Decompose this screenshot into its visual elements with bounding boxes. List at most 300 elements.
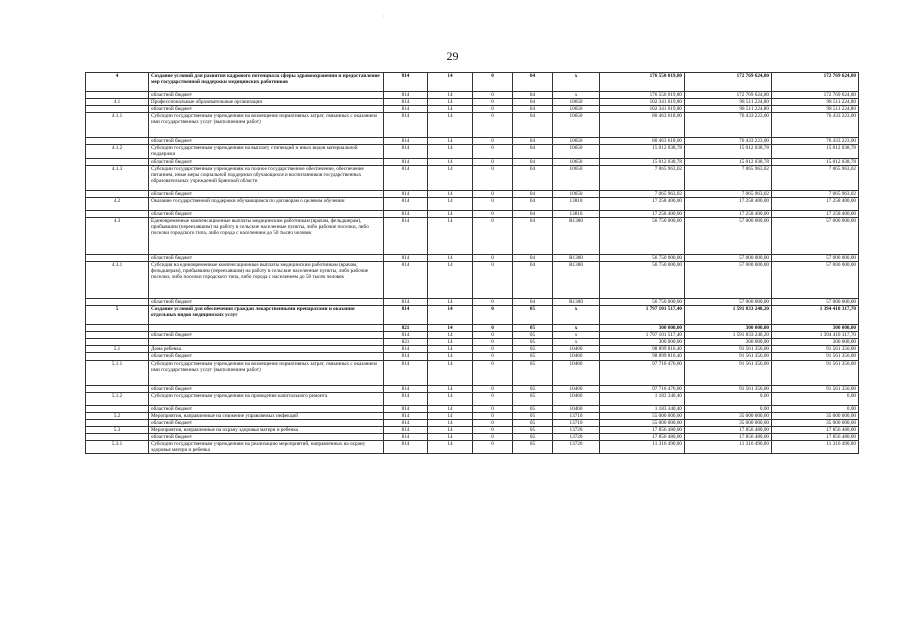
table-row: [86, 385, 859, 392]
table-row: [86, 113, 859, 138]
code-event: 05: [513, 346, 553, 353]
amount-year-1: 98 899 816,40: [600, 353, 685, 360]
row-name: Создание условий для развития кадрового потенциала сферы здравоохранения и предоставление мер государственной поддержки медицинских работников: [149, 73, 384, 92]
row-name: областной бюджет: [149, 298, 384, 305]
code-direction: 13720: [553, 433, 600, 440]
code-subprogram: 0: [473, 261, 513, 298]
row-name: областной бюджет: [149, 106, 384, 113]
row-number: 4.1: [86, 99, 149, 106]
amount-year-3: 35 000 000,00: [772, 412, 859, 419]
amount-year-1: 1 797 101 517,40: [600, 306, 685, 325]
code-direction: x: [553, 339, 600, 346]
code-subprogram: 0: [473, 113, 513, 138]
code-program: 14: [428, 298, 473, 305]
amount-year-2: 35 000 000,00: [685, 412, 772, 419]
code-event: 04: [513, 92, 553, 99]
code-direction: 10650: [553, 113, 600, 138]
amount-year-3: 1 394 410 317,70: [772, 306, 859, 325]
code-subprogram: 0: [473, 412, 513, 419]
code-event: 05: [513, 339, 553, 346]
code-direction: x: [553, 325, 600, 332]
amount-year-3: 57 000 000,00: [772, 254, 859, 261]
table-row: [86, 405, 859, 412]
amount-year-2: 57 000 000,00: [685, 217, 772, 254]
code-direction: 10650: [553, 106, 600, 113]
table-row: [86, 210, 859, 217]
code-subprogram: 0: [473, 145, 513, 158]
code-admin: 814: [384, 145, 428, 158]
code-subprogram: 0: [473, 254, 513, 261]
code-admin: 814: [384, 360, 428, 385]
code-program: 14: [428, 419, 473, 426]
table-row: [86, 165, 859, 190]
amount-year-3: 91 561 356,00: [772, 346, 859, 353]
row-number: [86, 254, 149, 261]
row-number: [86, 419, 149, 426]
amount-year-3: 76 433 223,00: [772, 113, 859, 138]
code-subprogram: 0: [473, 433, 513, 440]
code-event: 04: [513, 106, 553, 113]
amount-year-1: 80 463 618,00: [600, 113, 685, 138]
amount-year-3: 0,00: [772, 405, 859, 412]
table-row: [86, 353, 859, 360]
code-event: 05: [513, 405, 553, 412]
amount-year-2: 57 000 000,00: [685, 254, 772, 261]
row-name: Оказание государственной поддержки обучающимся по договорам о целевом обучении: [149, 197, 384, 210]
code-admin: 814: [384, 298, 428, 305]
code-subprogram: 0: [473, 332, 513, 339]
code-program: 14: [428, 210, 473, 217]
code-admin: 814: [384, 217, 428, 254]
code-admin: 814: [384, 412, 428, 419]
code-subprogram: 0: [473, 325, 513, 332]
code-direction: 10460: [553, 353, 600, 360]
table-row: [86, 145, 859, 158]
table-row: [86, 158, 859, 165]
amount-year-2: 91 561 356,00: [685, 353, 772, 360]
code-program: 14: [428, 261, 473, 298]
amount-year-2: 76 433 223,00: [685, 113, 772, 138]
code-subprogram: 0: [473, 197, 513, 210]
code-subprogram: 0: [473, 73, 513, 92]
amount-year-2: 0,00: [685, 405, 772, 412]
code-direction: 10460: [553, 360, 600, 385]
amount-year-2: 300 000,00: [685, 339, 772, 346]
code-program: 14: [428, 385, 473, 392]
code-event: 05: [513, 426, 553, 433]
code-event: 05: [513, 325, 553, 332]
code-admin: 814: [384, 441, 428, 454]
table-row: [86, 441, 859, 454]
amount-year-1: 300 000,00: [600, 339, 685, 346]
code-direction: x: [553, 73, 600, 92]
row-name: Субсидия на единовременные компенсационные выплаты медицинским работникам (врачам, фельдшерам), прибывшим (переехавшим) на работу в сельские населенные пункты, либо рабочие поселки, либо поселки городского типа, либо города с населением до 50 тысяч человек: [149, 261, 384, 298]
row-number: 4.1.2: [86, 145, 149, 158]
row-name: Мероприятия, направленные на снижение управляемых инфекций: [149, 412, 384, 419]
code-direction: 10650: [553, 99, 600, 106]
amount-year-1: 17 258 400,00: [600, 197, 685, 210]
amount-year-1: 102 341 619,80: [600, 106, 685, 113]
amount-year-1: 97 716 476,00: [600, 360, 685, 385]
row-number: [86, 385, 149, 392]
amount-year-1: 55 000 000,00: [600, 412, 685, 419]
code-subprogram: 0: [473, 426, 513, 433]
row-name: Единовременные компенсационные выплаты медицинским работникам (врачам, фельдшерам), прибывшим (переехавшим) на работу в сельские населенные пункты, либо рабочие поселки, либо поселки городского типа, либо города с населением до 50 тысяч человек: [149, 217, 384, 254]
amount-year-3: 300 000,00: [772, 325, 859, 332]
row-name: областной бюджет: [149, 385, 384, 392]
code-direction: 10650: [553, 138, 600, 145]
amount-year-3: 172 769 624,80: [772, 73, 859, 92]
table-row: [86, 433, 859, 440]
row-name: областной бюджет: [149, 332, 384, 339]
code-admin: 814: [384, 332, 428, 339]
code-direction: 13720: [553, 441, 600, 454]
row-number: [86, 325, 149, 332]
code-event: 04: [513, 217, 553, 254]
row-number: [86, 106, 149, 113]
code-direction: 13810: [553, 197, 600, 210]
code-direction: 13710: [553, 412, 600, 419]
table-row: [86, 217, 859, 254]
code-admin: 814: [384, 92, 428, 99]
amount-year-2: 57 000 000,00: [685, 261, 772, 298]
amount-year-1: 56 750 000,00: [600, 254, 685, 261]
amount-year-3: 57 000 000,00: [772, 261, 859, 298]
row-number: 5.3: [86, 426, 149, 433]
code-subprogram: 0: [473, 210, 513, 217]
row-number: 5.1.2: [86, 392, 149, 405]
row-name: областной бюджет: [149, 210, 384, 217]
amount-year-3: 17 258 400,00: [772, 197, 859, 210]
code-admin: 821: [384, 325, 428, 332]
table-row: [86, 419, 859, 426]
code-event: 05: [513, 360, 553, 385]
amount-year-1: 1 183 340,40: [600, 405, 685, 412]
code-program: 14: [428, 346, 473, 353]
amount-year-2: 98 511 224,80: [685, 106, 772, 113]
code-admin: 814: [384, 113, 428, 138]
code-program: 14: [428, 441, 473, 454]
code-admin: 814: [384, 190, 428, 197]
row-name: Мероприятия, направленные на охрану здоровья матери и ребенка: [149, 426, 384, 433]
code-event: 04: [513, 145, 553, 158]
code-event: 04: [513, 113, 553, 138]
code-admin: 814: [384, 106, 428, 113]
table-row: [86, 426, 859, 433]
amount-year-2: 17 856 480,00: [685, 426, 772, 433]
code-event: 05: [513, 392, 553, 405]
row-name: Субсидии государственным учреждениям на реализацию мероприятий, направленных на охрану здоровья матери и ребенка: [149, 441, 384, 454]
amount-year-2: 15 012 038,78: [685, 145, 772, 158]
code-admin: 814: [384, 165, 428, 190]
code-event: 04: [513, 73, 553, 92]
row-number: [86, 210, 149, 217]
amount-year-1: 300 000,00: [600, 325, 685, 332]
code-subprogram: 0: [473, 106, 513, 113]
code-direction: 10650: [553, 165, 600, 190]
code-subprogram: 0: [473, 165, 513, 190]
amount-year-1: 56 750 000,00: [600, 298, 685, 305]
code-direction: 10650: [553, 145, 600, 158]
amount-year-1: 102 341 619,80: [600, 99, 685, 106]
code-admin: 814: [384, 99, 428, 106]
code-program: 14: [428, 353, 473, 360]
amount-year-1: 176 550 019,80: [600, 73, 685, 92]
row-name: областной бюджет: [149, 353, 384, 360]
code-program: 14: [428, 165, 473, 190]
table-row: [86, 197, 859, 210]
table-row: [86, 306, 859, 325]
row-name: Субсидии государственным учреждениям на выплату стипендий и иных видов материальной поддержки: [149, 145, 384, 158]
code-direction: R1380: [553, 298, 600, 305]
code-program: 14: [428, 217, 473, 254]
amount-year-1: 80 463 618,00: [600, 138, 685, 145]
row-number: 4.3: [86, 217, 149, 254]
code-program: 14: [428, 113, 473, 138]
amount-year-3: 11 316 490,00: [772, 441, 859, 454]
amount-year-3: 57 000 000,00: [772, 217, 859, 254]
code-admin: 814: [384, 346, 428, 353]
amount-year-3: 17 856 480,00: [772, 426, 859, 433]
amount-year-3: 35 000 000,00: [772, 419, 859, 426]
code-program: 14: [428, 426, 473, 433]
amount-year-2: 1 591 833 240,20: [685, 306, 772, 325]
row-name: областной бюджет: [149, 419, 384, 426]
code-event: 05: [513, 332, 553, 339]
code-direction: 13710: [553, 419, 600, 426]
row-name: Дома ребенка: [149, 346, 384, 353]
table-row: [86, 392, 859, 405]
amount-year-3: 172 769 624,80: [772, 92, 859, 99]
code-subprogram: 0: [473, 298, 513, 305]
code-program: 14: [428, 158, 473, 165]
amount-year-2: 0,00: [685, 392, 772, 405]
amount-year-2: 300 000,00: [685, 325, 772, 332]
code-admin: 814: [384, 392, 428, 405]
amount-year-1: 1 797 101 517,40: [600, 332, 685, 339]
code-program: 14: [428, 360, 473, 385]
code-program: 14: [428, 197, 473, 210]
code-event: 05: [513, 433, 553, 440]
code-subprogram: 0: [473, 190, 513, 197]
row-number: [86, 92, 149, 99]
table-row: [86, 106, 859, 113]
amount-year-3: 98 511 224,80: [772, 99, 859, 106]
code-event: 05: [513, 441, 553, 454]
row-name: областной бюджет: [149, 190, 384, 197]
code-program: 14: [428, 339, 473, 346]
code-subprogram: 0: [473, 217, 513, 254]
row-number: [86, 190, 149, 197]
page-number: 29: [446, 49, 459, 63]
row-number: 5.1.1: [86, 360, 149, 385]
table-row: [86, 360, 859, 385]
row-number: 5.2: [86, 412, 149, 419]
row-number: 5: [86, 306, 149, 325]
code-subprogram: 0: [473, 419, 513, 426]
code-event: 05: [513, 419, 553, 426]
code-program: 14: [428, 138, 473, 145]
amount-year-3: 0,00: [772, 392, 859, 405]
code-admin: 814: [384, 385, 428, 392]
code-admin: 814: [384, 306, 428, 325]
code-subprogram: 0: [473, 360, 513, 385]
row-number: [86, 433, 149, 440]
code-admin: 814: [384, 419, 428, 426]
code-program: 14: [428, 106, 473, 113]
table-row: [86, 99, 859, 106]
code-subprogram: 0: [473, 99, 513, 106]
row-name: Создание условий для обеспечения граждан лекарственными препаратами и оказания отдельных видов медицинских услуг: [149, 306, 384, 325]
table-row: [86, 254, 859, 261]
code-event: 04: [513, 138, 553, 145]
table-row: [86, 332, 859, 339]
amount-year-2: 7 065 963,02: [685, 190, 772, 197]
code-subprogram: 0: [473, 158, 513, 165]
code-admin: 814: [384, 405, 428, 412]
row-name: Профессиональные образовательные организации: [149, 99, 384, 106]
amount-year-1: 11 316 490,00: [600, 441, 685, 454]
code-program: 14: [428, 325, 473, 332]
row-number: [86, 158, 149, 165]
row-number: 5.1: [86, 346, 149, 353]
code-admin: 814: [384, 138, 428, 145]
code-direction: x: [553, 306, 600, 325]
code-program: 14: [428, 392, 473, 405]
code-subprogram: 0: [473, 306, 513, 325]
code-direction: 13720: [553, 426, 600, 433]
row-name: [149, 325, 384, 332]
amount-year-1: 7 065 963,02: [600, 190, 685, 197]
code-program: 14: [428, 99, 473, 106]
table-row: [86, 190, 859, 197]
row-number: 4: [86, 73, 149, 92]
amount-year-3: 91 561 356,00: [772, 353, 859, 360]
code-event: 04: [513, 197, 553, 210]
amount-year-3: 91 561 356,00: [772, 360, 859, 385]
code-event: 04: [513, 210, 553, 217]
row-name: [149, 339, 384, 346]
amount-year-3: 98 511 224,80: [772, 106, 859, 113]
table-row: [86, 325, 859, 332]
row-number: [86, 332, 149, 339]
amount-year-1: 176 550 019,80: [600, 92, 685, 99]
code-event: 05: [513, 353, 553, 360]
row-name: Субсидии государственным учреждениям на возмещение нормативных затрат, связанных с оказанием ими государственных услуг (выполнением работ): [149, 360, 384, 385]
amount-year-1: 15 012 038,78: [600, 158, 685, 165]
table-row: [86, 261, 859, 298]
amount-year-1: 56 750 000,00: [600, 261, 685, 298]
table-row: [86, 138, 859, 145]
amount-year-3: 76 433 223,00: [772, 138, 859, 145]
code-subprogram: 0: [473, 138, 513, 145]
amount-year-3: 15 012 038,78: [772, 145, 859, 158]
row-name: областной бюджет: [149, 405, 384, 412]
code-event: 04: [513, 298, 553, 305]
scan-mark: ˙: [382, 14, 385, 24]
code-direction: x: [553, 332, 600, 339]
row-name: областной бюджет: [149, 433, 384, 440]
amount-year-2: 91 561 356,00: [685, 346, 772, 353]
code-subprogram: 0: [473, 405, 513, 412]
code-program: 14: [428, 433, 473, 440]
code-admin: 814: [384, 197, 428, 210]
amount-year-1: 15 012 038,78: [600, 145, 685, 158]
code-subprogram: 0: [473, 346, 513, 353]
code-event: 04: [513, 165, 553, 190]
amount-year-2: 1 591 833 240,20: [685, 332, 772, 339]
amount-year-2: 98 511 224,80: [685, 99, 772, 106]
code-admin: 814: [384, 254, 428, 261]
amount-year-2: 172 769 624,80: [685, 73, 772, 92]
code-admin: 821: [384, 339, 428, 346]
amount-year-1: 17 258 400,00: [600, 210, 685, 217]
code-direction: 10650: [553, 190, 600, 197]
amount-year-3: 15 012 038,78: [772, 158, 859, 165]
amount-year-1: 55 000 000,00: [600, 419, 685, 426]
row-number: [86, 138, 149, 145]
code-direction: 10460: [553, 392, 600, 405]
row-number: [86, 353, 149, 360]
amount-year-2: 7 065 963,02: [685, 165, 772, 190]
amount-year-3: 300 000,00: [772, 339, 859, 346]
amount-year-1: 1 183 340,40: [600, 392, 685, 405]
row-number: 4.1.3: [86, 165, 149, 190]
code-subprogram: 0: [473, 392, 513, 405]
amount-year-2: 11 316 490,00: [685, 441, 772, 454]
amount-year-3: 1 394 410 317,70: [772, 332, 859, 339]
amount-year-2: 15 012 038,78: [685, 158, 772, 165]
code-event: 04: [513, 261, 553, 298]
amount-year-2: 17 856 480,00: [685, 433, 772, 440]
budget-table: [85, 72, 859, 454]
code-program: 14: [428, 412, 473, 419]
table-row: [86, 92, 859, 99]
amount-year-1: 7 065 963,02: [600, 165, 685, 190]
row-number: [86, 298, 149, 305]
row-name: областной бюджет: [149, 138, 384, 145]
row-number: 5.3.1: [86, 441, 149, 454]
row-name: Субсидии государственным учреждениям на полное государственное обеспечение, обеспечение питанием, иные меры социальной поддержки обучающихся и воспитанников государственных образовательных учреждений Брянской области: [149, 165, 384, 190]
amount-year-1: 97 716 476,00: [600, 385, 685, 392]
amount-year-2: 57 000 000,00: [685, 298, 772, 305]
code-event: 04: [513, 190, 553, 197]
code-subprogram: 0: [473, 339, 513, 346]
row-number: 4.3.1: [86, 261, 149, 298]
code-subprogram: 0: [473, 353, 513, 360]
table-row: [86, 298, 859, 305]
row-name: областной бюджет: [149, 254, 384, 261]
code-subprogram: 0: [473, 92, 513, 99]
amount-year-2: 17 258 400,00: [685, 210, 772, 217]
amount-year-2: 35 000 000,00: [685, 419, 772, 426]
amount-year-3: 57 000 000,00: [772, 298, 859, 305]
code-program: 14: [428, 73, 473, 92]
row-number: [86, 405, 149, 412]
code-admin: 814: [384, 433, 428, 440]
code-program: 14: [428, 190, 473, 197]
code-direction: 10650: [553, 158, 600, 165]
code-direction: x: [553, 92, 600, 99]
code-admin: 814: [384, 158, 428, 165]
code-admin: 814: [384, 210, 428, 217]
code-event: 04: [513, 158, 553, 165]
code-event: 04: [513, 99, 553, 106]
amount-year-3: 7 065 963,02: [772, 190, 859, 197]
amount-year-2: 172 769 624,80: [685, 92, 772, 99]
table-row: [86, 412, 859, 419]
code-event: 05: [513, 385, 553, 392]
